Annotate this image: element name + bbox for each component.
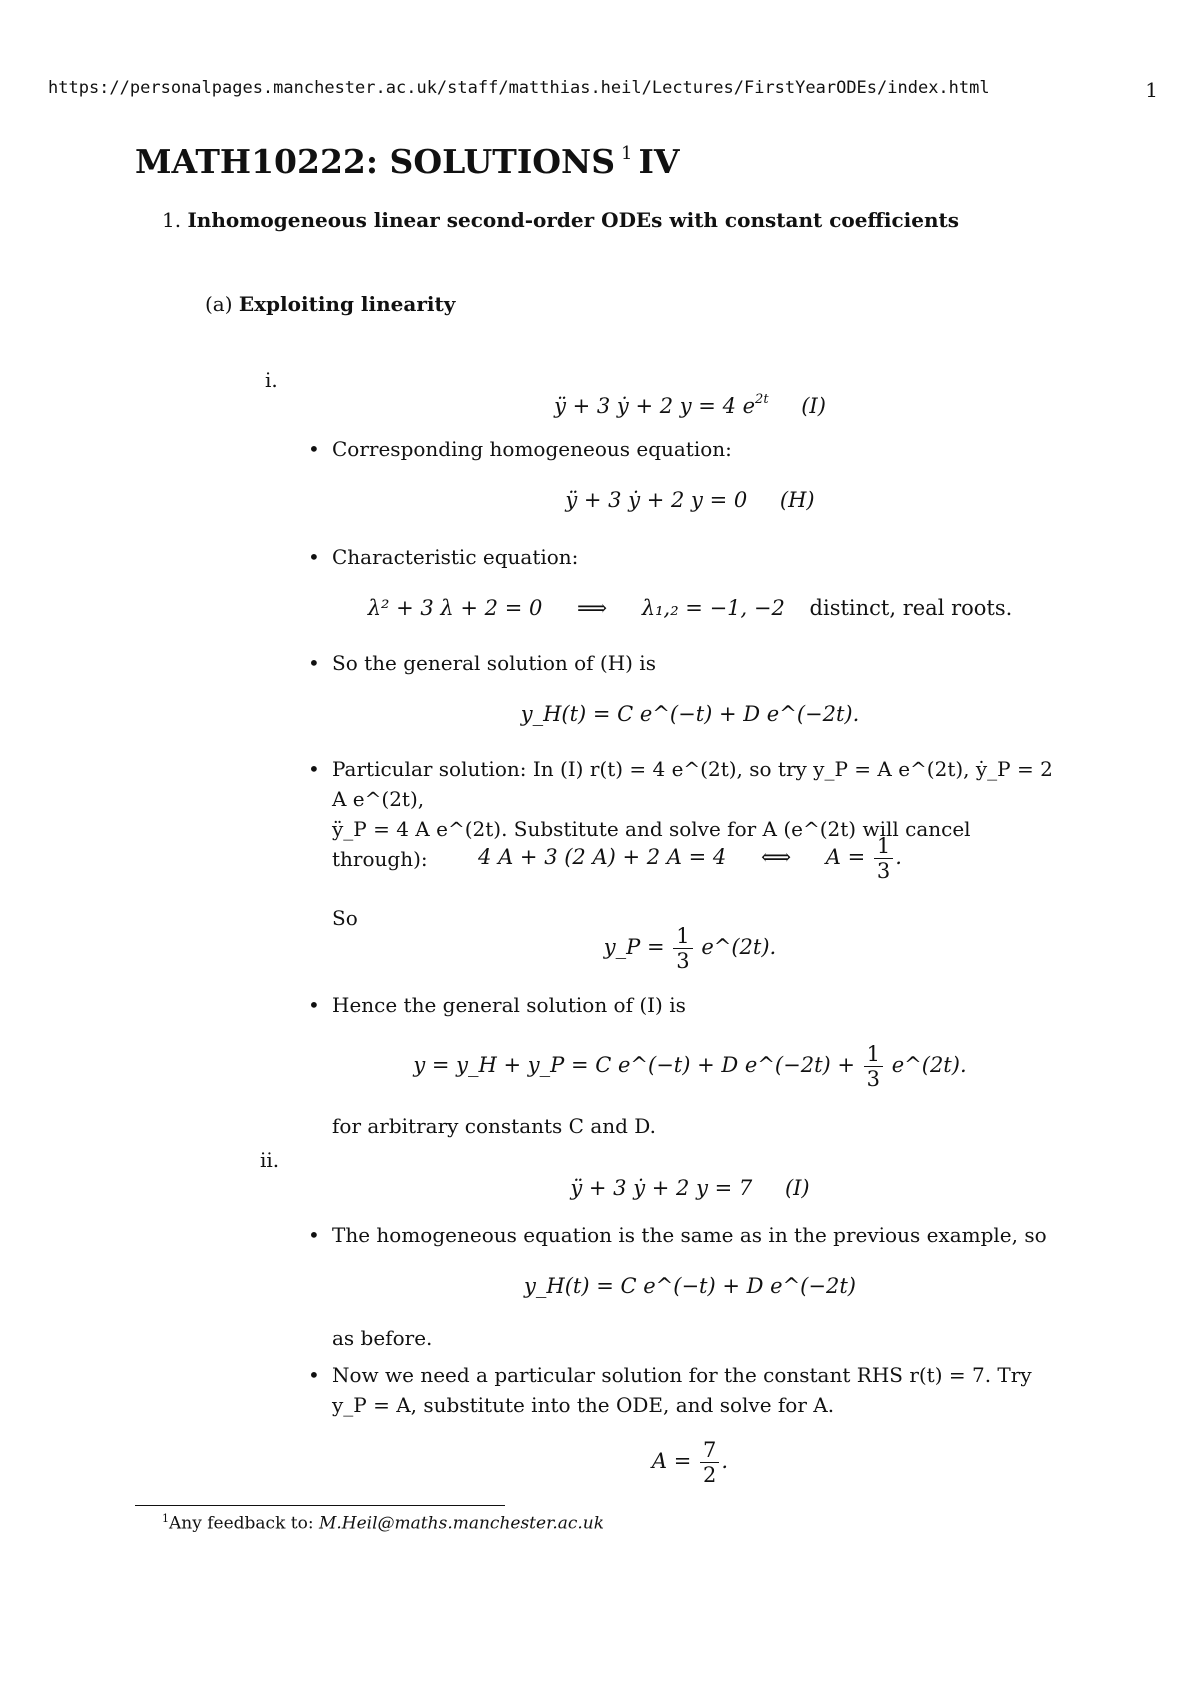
bullet-dot: •: [308, 1223, 320, 1247]
bullet-dot: •: [308, 545, 320, 569]
fraction-seven-halves: [700, 1438, 719, 1487]
yp-left: y_P =: [603, 935, 665, 959]
bullet-general-i: [310, 990, 1070, 1020]
char-eq-left: λ² + 3 λ + 2 = 0: [367, 596, 543, 620]
general-right: e^(2t).: [891, 1053, 967, 1077]
equation-i-main-body: ÿ + 3 ẏ + 2 y = 4 e: [554, 394, 756, 418]
fraction-numerator: 1: [864, 1042, 883, 1067]
equation-i-main-exponent: 2t: [755, 392, 769, 407]
arbitrary-constants-text: for arbitrary constants C and D.: [332, 1114, 656, 1138]
section-1-title: Inhomogeneous linear second-order ODEs with constant coefficients: [187, 208, 959, 232]
equation-yp: [330, 924, 1050, 973]
footnote-email[interactable]: M.Heil@maths.manchester.ac.uk: [318, 1513, 605, 1534]
fraction-denominator: 3: [676, 949, 690, 973]
bullet-constant-rhs-line2: y_P = A, substitute into the ODE, and solve for A.: [332, 1393, 835, 1417]
section-1-number: 1.: [162, 208, 182, 232]
equation-yh: y_H(t) = C e^(−t) + D e^(−2t).: [520, 702, 860, 726]
subsection-a-label: (a): [205, 292, 233, 316]
fraction-denominator: 2: [703, 1463, 717, 1487]
bullet-dot: •: [308, 1363, 320, 1387]
header-url-line: [48, 78, 1158, 102]
bullet-homogeneous-same: [310, 1220, 1070, 1250]
title-main: MATH10222: SOLUTIONS: [135, 142, 616, 181]
equation-homogeneous: [330, 488, 1050, 512]
bullet-characteristic-text: Characteristic equation:: [332, 545, 579, 569]
footnote-text: Any feedback to:: [169, 1513, 314, 1534]
equation-ii-main-body: ÿ + 3 ẏ + 2 y = 7: [570, 1176, 753, 1200]
as-before-text: as before.: [332, 1326, 433, 1350]
equation-characteristic: [330, 596, 1050, 620]
equation-ii-main: [330, 1176, 1050, 1200]
bullet-general-h-text: So the general solution of (H) is: [332, 651, 656, 675]
bullet-dot: •: [308, 651, 320, 675]
fraction-one-third: [673, 924, 692, 973]
footnote-mark: 1: [162, 1512, 169, 1525]
equation-general-solution: [330, 1042, 1050, 1091]
fraction-numerator: 1: [673, 924, 692, 949]
bullet-dot: •: [308, 437, 320, 461]
bullet-homogeneous: [310, 434, 1070, 464]
footnote: [162, 1512, 604, 1534]
bullet-particular-line1: Particular solution: In (I) r(t) = 4 e^(2t), so try y_P = A e^(2t), ẏ_P = 2 A e^(2t),: [332, 757, 1053, 811]
a-left: A =: [651, 1449, 692, 1473]
general-left: y = y_H + y_P = C e^(−t) + D e^(−2t) +: [413, 1053, 855, 1077]
char-eq-note: distinct, real roots.: [809, 596, 1013, 620]
bullet-constant-rhs-line1: Now we need a particular solution for the constant RHS r(t) = 7. Try: [332, 1363, 1032, 1387]
subsection-a-title: Exploiting linearity: [238, 292, 456, 316]
header-url[interactable]: https://personalpages.manchester.ac.uk/staff/matthias.heil/Lectures/FirstYearODEs/index.html: [48, 78, 990, 98]
fraction-one-third: [864, 1042, 883, 1091]
so-text: So: [332, 906, 358, 930]
page-number: 1: [1145, 78, 1158, 102]
equation-homogeneous-tag: (H): [779, 488, 815, 512]
bullet-general-i-text: Hence the general solution of (I) is: [332, 993, 686, 1017]
section-1-heading: [162, 208, 959, 232]
page-title: [135, 142, 680, 181]
bullet-constant-rhs: [310, 1360, 1070, 1420]
title-suffix: IV: [638, 142, 680, 181]
bullet-characteristic: [310, 542, 1070, 572]
fraction-denominator: 3: [866, 1067, 881, 1091]
bullet-homogeneous-same-text: The homogeneous equation is the same as in the previous example, so: [332, 1223, 1047, 1247]
fraction-denominator: 3: [876, 859, 891, 883]
title-footnote-mark[interactable]: 1: [621, 143, 633, 164]
part-ii-label: ii.: [260, 1148, 280, 1172]
fraction-numerator: 7: [700, 1438, 719, 1463]
equation-i-main-tag: (I): [801, 394, 826, 418]
bullet-dot: •: [308, 757, 320, 781]
bullet-general-h: [310, 648, 1070, 678]
fraction-one-third: [874, 834, 893, 883]
footnote-rule: [135, 1505, 505, 1506]
equation-i-main: [330, 392, 1050, 418]
equation-ii-main-tag: (I): [784, 1176, 810, 1200]
iff-arrow: ⟺: [760, 845, 792, 869]
implies-arrow: ⟹: [577, 596, 608, 620]
solve-left: 4 A + 3 (2 A) + 2 A = 4: [478, 845, 727, 869]
equation-a-value: A = $\frac{7}{2}$ .: [651, 1438, 729, 1487]
subsection-a-heading: [205, 292, 455, 316]
bullet-homogeneous-text: Corresponding homogeneous equation:: [332, 437, 732, 461]
bullet-particular-line2: ÿ_P = 4 A e^(2t). Substitute and solve for A (e^(2t) will cancel through):: [332, 817, 971, 871]
bullet-dot: •: [308, 993, 320, 1017]
part-i-label: i.: [265, 368, 278, 392]
fraction-numerator: 1: [874, 834, 893, 859]
char-eq-roots: λ₁,₂ = −1, −2: [641, 596, 785, 620]
equation-solve-a: 4 A + 3 (2 A) + 2 A = 4 ⟺ A = $\frac{1}{3}$ .: [478, 834, 902, 883]
equation-homogeneous-body: ÿ + 3 ẏ + 2 y = 0: [565, 488, 748, 512]
solve-right: A =: [825, 845, 866, 869]
yp-right: e^(2t).: [701, 935, 777, 959]
equation-yh-ii: y_H(t) = C e^(−t) + D e^(−2t): [524, 1274, 856, 1298]
